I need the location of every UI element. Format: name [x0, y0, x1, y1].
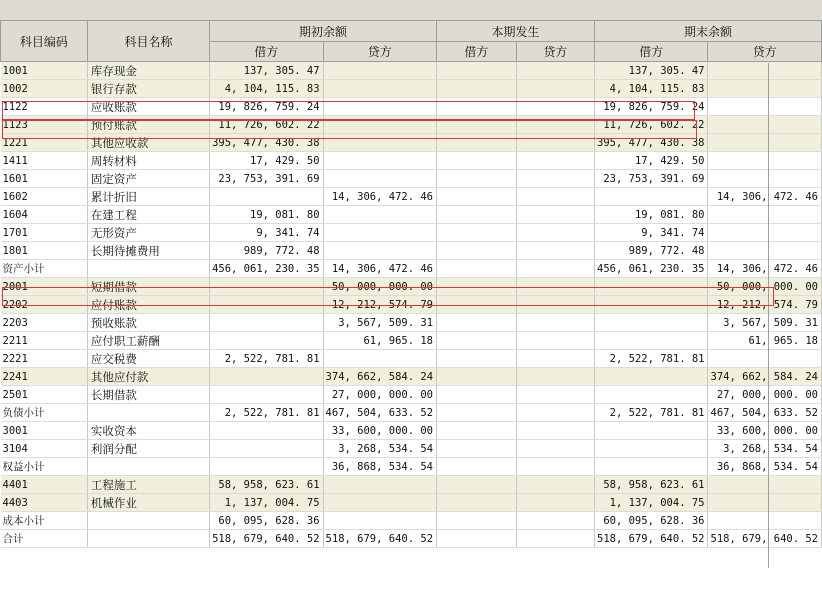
cell-code[interactable]: 1601 [1, 170, 88, 188]
cell-code[interactable]: 2001 [1, 278, 88, 296]
table-row[interactable] [1, 494, 822, 512]
cell-code[interactable]: 负债小计 [1, 404, 88, 422]
cell-ending-debit[interactable]: 19, 081. 80 [595, 206, 708, 224]
cell-opening-debit[interactable]: 17, 429. 50 [210, 152, 323, 170]
cell-ending-credit[interactable] [708, 62, 822, 80]
cell-period-debit[interactable] [437, 80, 517, 98]
balance-table [0, 20, 822, 548]
cell-ending-credit[interactable]: 12, 212, 574. 79 [708, 296, 822, 314]
cell-opening-debit[interactable] [210, 368, 323, 386]
cell-opening-debit[interactable]: 2, 522, 781. 81 [210, 350, 323, 368]
cell-period-debit[interactable] [437, 512, 517, 530]
cell-code[interactable]: 资产小计 [1, 260, 88, 278]
cell-code[interactable]: 2501 [1, 386, 88, 404]
cell-ending-credit[interactable] [708, 476, 822, 494]
cell-period-credit[interactable] [516, 314, 594, 332]
cell-period-debit[interactable] [437, 440, 517, 458]
cell-opening-debit[interactable]: 19, 826, 759. 24 [210, 98, 323, 116]
cell-opening-credit[interactable]: 518, 679, 640. 52 [323, 530, 436, 548]
cell-ending-debit[interactable]: 456, 061, 230. 35 [595, 260, 708, 278]
col-header-ending-credit[interactable]: 贷方 [708, 42, 822, 62]
cell-period-debit[interactable] [437, 188, 517, 206]
cell-ending-debit[interactable]: 17, 429. 50 [595, 152, 708, 170]
cell-period-credit[interactable] [516, 188, 594, 206]
cell-ending-debit[interactable] [595, 188, 708, 206]
cell-name[interactable]: 短期借款 [87, 278, 209, 296]
cell-code[interactable]: 1602 [1, 188, 88, 206]
cell-name[interactable]: 长期借款 [87, 386, 209, 404]
cell-ending-debit[interactable]: 2, 522, 781. 81 [595, 350, 708, 368]
cell-name[interactable]: 库存现金 [87, 62, 209, 80]
cell-name[interactable]: 银行存款 [87, 80, 209, 98]
cell-opening-credit[interactable] [323, 512, 436, 530]
cell-ending-debit[interactable]: 4, 104, 115. 83 [595, 80, 708, 98]
cell-period-debit[interactable] [437, 494, 517, 512]
cell-name[interactable]: 预付账款 [87, 116, 209, 134]
cell-opening-debit[interactable]: 19, 081. 80 [210, 206, 323, 224]
cell-ending-credit[interactable]: 3, 567, 509. 31 [708, 314, 822, 332]
cell-name[interactable]: 应付账款 [87, 296, 209, 314]
table-row[interactable] [1, 98, 822, 116]
cell-opening-credit[interactable] [323, 242, 436, 260]
col-header-name[interactable]: 科目名称 [87, 21, 209, 62]
cell-period-debit[interactable] [437, 404, 517, 422]
cell-period-credit[interactable] [516, 296, 594, 314]
cell-ending-credit[interactable] [708, 170, 822, 188]
cell-opening-debit[interactable]: 58, 958, 623. 61 [210, 476, 323, 494]
cell-code[interactable]: 2202 [1, 296, 88, 314]
cell-opening-debit[interactable]: 4, 104, 115. 83 [210, 80, 323, 98]
cell-ending-debit[interactable]: 23, 753, 391. 69 [595, 170, 708, 188]
cell-opening-credit[interactable]: 27, 000, 000. 00 [323, 386, 436, 404]
cell-code[interactable]: 1801 [1, 242, 88, 260]
cell-ending-credit[interactable]: 33, 600, 000. 00 [708, 422, 822, 440]
table-row[interactable] [1, 170, 822, 188]
cell-opening-credit[interactable] [323, 62, 436, 80]
cell-period-debit[interactable] [437, 458, 517, 476]
cell-period-credit[interactable] [516, 458, 594, 476]
cell-ending-credit[interactable] [708, 80, 822, 98]
cell-period-debit[interactable] [437, 422, 517, 440]
cell-code[interactable]: 4401 [1, 476, 88, 494]
cell-ending-debit[interactable] [595, 440, 708, 458]
table-right-border [768, 63, 769, 568]
table-row[interactable] [1, 422, 822, 440]
cell-opening-debit[interactable]: 137, 305. 47 [210, 62, 323, 80]
cell-opening-debit[interactable]: 60, 095, 628. 36 [210, 512, 323, 530]
cell-ending-debit[interactable] [595, 296, 708, 314]
cell-code[interactable]: 1411 [1, 152, 88, 170]
cell-ending-credit[interactable]: 374, 662, 584. 24 [708, 368, 822, 386]
cell-code[interactable]: 3104 [1, 440, 88, 458]
cell-ending-credit[interactable] [708, 134, 822, 152]
cell-period-debit[interactable] [437, 350, 517, 368]
cell-ending-credit[interactable]: 467, 504, 633. 52 [708, 404, 822, 422]
table-row[interactable] [1, 476, 822, 494]
cell-ending-debit[interactable]: 137, 305. 47 [595, 62, 708, 80]
cell-ending-debit[interactable]: 1, 137, 004. 75 [595, 494, 708, 512]
cell-ending-credit[interactable] [708, 242, 822, 260]
table-row[interactable] [1, 368, 822, 386]
cell-period-credit[interactable] [516, 476, 594, 494]
cell-period-credit[interactable] [516, 224, 594, 242]
cell-name[interactable]: 累计折旧 [87, 188, 209, 206]
cell-opening-credit[interactable] [323, 350, 436, 368]
cell-opening-debit[interactable] [210, 386, 323, 404]
cell-name[interactable]: 应交税费 [87, 350, 209, 368]
table-row[interactable] [1, 512, 822, 530]
cell-period-credit[interactable] [516, 404, 594, 422]
cell-period-credit[interactable] [516, 62, 594, 80]
cell-ending-debit[interactable]: 9, 341. 74 [595, 224, 708, 242]
table-row[interactable] [1, 332, 822, 350]
cell-period-debit[interactable] [437, 98, 517, 116]
cell-period-debit[interactable] [437, 242, 517, 260]
cell-code[interactable]: 2221 [1, 350, 88, 368]
cell-period-credit[interactable] [516, 152, 594, 170]
cell-ending-credit[interactable] [708, 206, 822, 224]
cell-opening-debit[interactable] [210, 458, 323, 476]
cell-name[interactable] [87, 260, 209, 278]
cell-ending-credit[interactable]: 518, 679, 640. 52 [708, 530, 822, 548]
cell-opening-debit[interactable] [210, 422, 323, 440]
cell-period-credit[interactable] [516, 260, 594, 278]
table-row[interactable] [1, 116, 822, 134]
cell-ending-debit[interactable] [595, 332, 708, 350]
cell-opening-credit[interactable] [323, 152, 436, 170]
cell-period-debit[interactable] [437, 530, 517, 548]
cell-opening-credit[interactable] [323, 476, 436, 494]
cell-ending-debit[interactable] [595, 314, 708, 332]
cell-period-credit[interactable] [516, 170, 594, 188]
cell-opening-debit[interactable] [210, 440, 323, 458]
window-top-bar [0, 0, 822, 20]
col-header-ending-debit[interactable]: 借方 [595, 42, 708, 62]
cell-name[interactable] [87, 512, 209, 530]
table-row[interactable] [1, 440, 822, 458]
cell-opening-credit[interactable] [323, 494, 436, 512]
cell-opening-credit[interactable] [323, 170, 436, 188]
cell-period-debit[interactable] [437, 260, 517, 278]
cell-name[interactable]: 工程施工 [87, 476, 209, 494]
cell-ending-credit[interactable]: 50, 000, 000. 00 [708, 278, 822, 296]
cell-ending-debit[interactable]: 58, 958, 623. 61 [595, 476, 708, 494]
cell-ending-credit[interactable] [708, 98, 822, 116]
table-body [1, 62, 822, 548]
table-row[interactable] [1, 134, 822, 152]
cell-ending-credit[interactable]: 14, 306, 472. 46 [708, 188, 822, 206]
cell-ending-credit[interactable] [708, 494, 822, 512]
cell-name[interactable]: 应收账款 [87, 98, 209, 116]
cell-opening-debit[interactable]: 395, 477, 430. 38 [210, 134, 323, 152]
cell-code[interactable]: 1122 [1, 98, 88, 116]
cell-opening-credit[interactable] [323, 98, 436, 116]
group-header-opening: 期初余额 [210, 21, 437, 42]
cell-name[interactable]: 无形资产 [87, 224, 209, 242]
cell-period-credit[interactable] [516, 242, 594, 260]
cell-period-credit[interactable] [516, 386, 594, 404]
cell-ending-debit[interactable]: 11, 726, 602. 22 [595, 116, 708, 134]
cell-opening-credit[interactable]: 14, 306, 472. 46 [323, 260, 436, 278]
cell-ending-credit[interactable]: 27, 000, 000. 00 [708, 386, 822, 404]
cell-name[interactable] [87, 530, 209, 548]
cell-period-credit[interactable] [516, 116, 594, 134]
cell-period-credit[interactable] [516, 494, 594, 512]
cell-ending-credit[interactable] [708, 512, 822, 530]
table-row[interactable] [1, 386, 822, 404]
cell-ending-credit[interactable] [708, 152, 822, 170]
cell-period-credit[interactable] [516, 512, 594, 530]
table-row[interactable] [1, 458, 822, 476]
cell-period-debit[interactable] [437, 62, 517, 80]
table-row[interactable] [1, 62, 822, 80]
cell-opening-debit[interactable] [210, 188, 323, 206]
table-row[interactable] [1, 152, 822, 170]
cell-ending-credit[interactable]: 61, 965. 18 [708, 332, 822, 350]
cell-opening-debit[interactable]: 518, 679, 640. 52 [210, 530, 323, 548]
cell-period-credit[interactable] [516, 134, 594, 152]
cell-ending-credit[interactable] [708, 224, 822, 242]
cell-opening-credit[interactable]: 374, 662, 584. 24 [323, 368, 436, 386]
col-header-period-debit[interactable]: 借方 [437, 42, 517, 62]
cell-code[interactable]: 3001 [1, 422, 88, 440]
cell-opening-credit[interactable]: 61, 965. 18 [323, 332, 436, 350]
table-row[interactable] [1, 314, 822, 332]
cell-opening-credit[interactable]: 3, 268, 534. 54 [323, 440, 436, 458]
cell-opening-credit[interactable]: 36, 868, 534. 54 [323, 458, 436, 476]
cell-ending-debit[interactable] [595, 368, 708, 386]
cell-ending-debit[interactable]: 2, 522, 781. 81 [595, 404, 708, 422]
table-row[interactable] [1, 242, 822, 260]
cell-period-debit[interactable] [437, 224, 517, 242]
cell-ending-debit[interactable]: 395, 477, 430. 38 [595, 134, 708, 152]
cell-code[interactable]: 合计 [1, 530, 88, 548]
cell-ending-debit[interactable] [595, 278, 708, 296]
cell-period-debit[interactable] [437, 116, 517, 134]
cell-name[interactable]: 长期待摊费用 [87, 242, 209, 260]
cell-name[interactable]: 固定资产 [87, 170, 209, 188]
cell-opening-debit[interactable] [210, 296, 323, 314]
cell-opening-debit[interactable]: 11, 726, 602. 22 [210, 116, 323, 134]
cell-opening-credit[interactable] [323, 116, 436, 134]
cell-ending-credit[interactable]: 14, 306, 472. 46 [708, 260, 822, 278]
cell-ending-credit[interactable]: 3, 268, 534. 54 [708, 440, 822, 458]
cell-ending-debit[interactable] [595, 386, 708, 404]
cell-period-credit[interactable] [516, 278, 594, 296]
table-row[interactable] [1, 188, 822, 206]
cell-opening-debit[interactable]: 456, 061, 230. 35 [210, 260, 323, 278]
table-row[interactable] [1, 350, 822, 368]
cell-ending-debit[interactable] [595, 458, 708, 476]
cell-name[interactable]: 应付职工薪酬 [87, 332, 209, 350]
cell-code[interactable]: 2211 [1, 332, 88, 350]
cell-opening-debit[interactable]: 989, 772. 48 [210, 242, 323, 260]
cell-code[interactable]: 1221 [1, 134, 88, 152]
cell-name[interactable]: 利润分配 [87, 440, 209, 458]
cell-period-credit[interactable] [516, 368, 594, 386]
table-row[interactable] [1, 206, 822, 224]
cell-opening-credit[interactable] [323, 134, 436, 152]
cell-opening-debit[interactable] [210, 314, 323, 332]
table-row[interactable] [1, 404, 822, 422]
cell-ending-debit[interactable] [595, 422, 708, 440]
cell-opening-debit[interactable]: 1, 137, 004. 75 [210, 494, 323, 512]
cell-opening-debit[interactable]: 9, 341. 74 [210, 224, 323, 242]
cell-ending-debit[interactable]: 19, 826, 759. 24 [595, 98, 708, 116]
cell-period-debit[interactable] [437, 152, 517, 170]
cell-period-credit[interactable] [516, 206, 594, 224]
cell-opening-credit[interactable]: 12, 212, 574. 79 [323, 296, 436, 314]
cell-code[interactable]: 2241 [1, 368, 88, 386]
cell-opening-credit[interactable]: 3, 567, 509. 31 [323, 314, 436, 332]
cell-period-debit[interactable] [437, 296, 517, 314]
cell-name[interactable] [87, 458, 209, 476]
cell-period-credit[interactable] [516, 80, 594, 98]
cell-period-credit[interactable] [516, 350, 594, 368]
cell-opening-debit[interactable] [210, 278, 323, 296]
cell-period-credit[interactable] [516, 98, 594, 116]
cell-period-credit[interactable] [516, 530, 594, 548]
cell-period-debit[interactable] [437, 476, 517, 494]
cell-opening-credit[interactable] [323, 80, 436, 98]
cell-name[interactable]: 预收账款 [87, 314, 209, 332]
cell-opening-credit[interactable]: 467, 504, 633. 52 [323, 404, 436, 422]
cell-period-credit[interactable] [516, 440, 594, 458]
cell-name[interactable]: 周转材料 [87, 152, 209, 170]
cell-name[interactable]: 在建工程 [87, 206, 209, 224]
cell-opening-credit[interactable]: 14, 306, 472. 46 [323, 188, 436, 206]
cell-opening-debit[interactable]: 23, 753, 391. 69 [210, 170, 323, 188]
cell-code[interactable]: 1123 [1, 116, 88, 134]
cell-code[interactable]: 1604 [1, 206, 88, 224]
cell-code[interactable]: 1001 [1, 62, 88, 80]
cell-name[interactable]: 其他应付款 [87, 368, 209, 386]
cell-name[interactable]: 机械作业 [87, 494, 209, 512]
cell-ending-credit[interactable] [708, 350, 822, 368]
cell-name[interactable]: 其他应收款 [87, 134, 209, 152]
cell-period-debit[interactable] [437, 134, 517, 152]
cell-code[interactable]: 权益小计 [1, 458, 88, 476]
group-header-ending: 期末余额 [595, 21, 822, 42]
table-row[interactable] [1, 296, 822, 314]
cell-code[interactable]: 2203 [1, 314, 88, 332]
cell-code[interactable]: 4403 [1, 494, 88, 512]
cell-ending-credit[interactable]: 36, 868, 534. 54 [708, 458, 822, 476]
cell-period-debit[interactable] [437, 368, 517, 386]
cell-period-debit[interactable] [437, 206, 517, 224]
cell-name[interactable] [87, 404, 209, 422]
table-row[interactable] [1, 530, 822, 548]
cell-period-debit[interactable] [437, 332, 517, 350]
cell-opening-credit[interactable]: 33, 600, 000. 00 [323, 422, 436, 440]
cell-name[interactable]: 实收资本 [87, 422, 209, 440]
cell-ending-debit[interactable]: 518, 679, 640. 52 [595, 530, 708, 548]
cell-ending-debit[interactable]: 989, 772. 48 [595, 242, 708, 260]
cell-opening-debit[interactable] [210, 332, 323, 350]
table-row[interactable] [1, 80, 822, 98]
cell-period-credit[interactable] [516, 332, 594, 350]
cell-opening-credit[interactable]: 50, 000, 000. 00 [323, 278, 436, 296]
cell-opening-credit[interactable] [323, 224, 436, 242]
cell-period-debit[interactable] [437, 386, 517, 404]
cell-code[interactable]: 1002 [1, 80, 88, 98]
cell-period-debit[interactable] [437, 278, 517, 296]
col-header-code[interactable]: 科目编码 [1, 21, 88, 62]
cell-period-credit[interactable] [516, 422, 594, 440]
cell-code[interactable]: 1701 [1, 224, 88, 242]
cell-ending-credit[interactable] [708, 116, 822, 134]
cell-opening-debit[interactable]: 2, 522, 781. 81 [210, 404, 323, 422]
table-row[interactable] [1, 278, 822, 296]
cell-period-debit[interactable] [437, 314, 517, 332]
col-header-period-credit[interactable]: 贷方 [516, 42, 594, 62]
col-header-opening-credit[interactable]: 贷方 [323, 42, 436, 62]
cell-period-debit[interactable] [437, 170, 517, 188]
cell-ending-debit[interactable]: 60, 095, 628. 36 [595, 512, 708, 530]
table-row[interactable] [1, 224, 822, 242]
col-header-opening-debit[interactable]: 借方 [210, 42, 323, 62]
cell-opening-credit[interactable] [323, 206, 436, 224]
group-header-period: 本期发生 [437, 21, 595, 42]
cell-code[interactable]: 成本小计 [1, 512, 88, 530]
table-row[interactable] [1, 260, 822, 278]
